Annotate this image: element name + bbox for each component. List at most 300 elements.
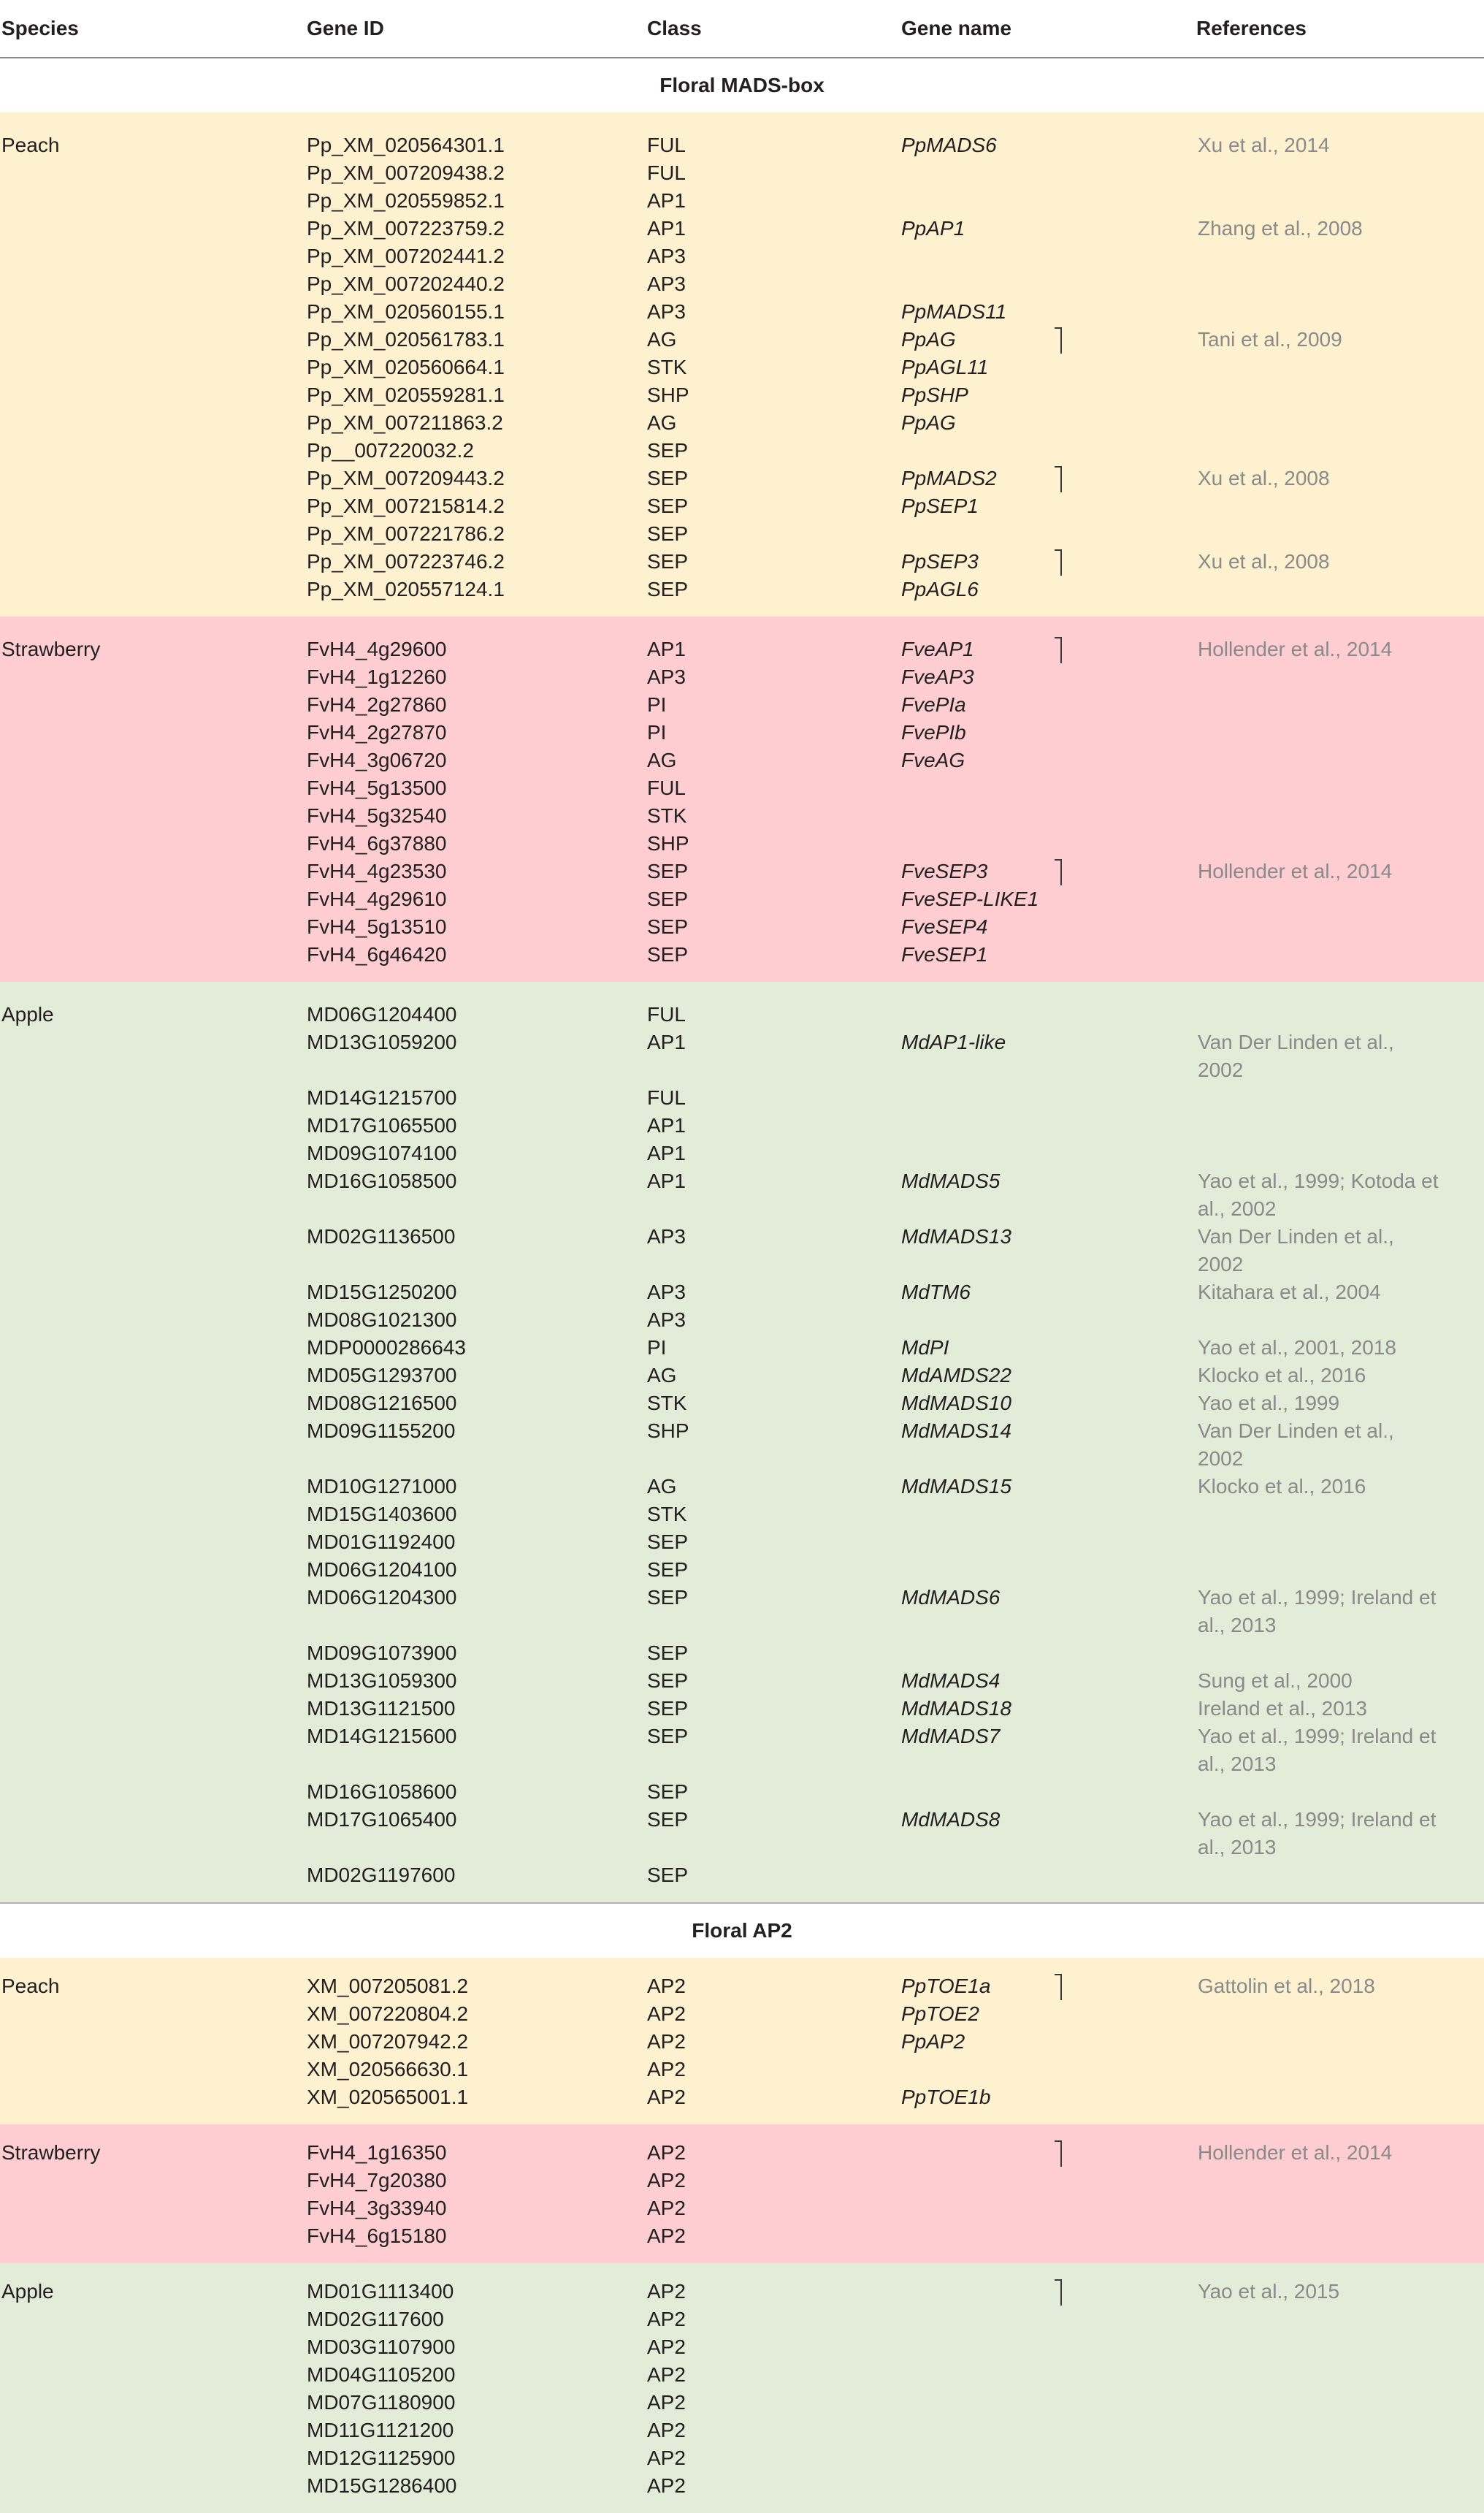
gene-id-cell: XM_007207942.2 (305, 2028, 646, 2056)
gene-name-cell: MdMADS14 (900, 1417, 1196, 1473)
reference-cell (1196, 913, 1484, 941)
class-cell: SEP (646, 1861, 900, 1903)
table-row (0, 941, 1484, 982)
species-cell (0, 663, 305, 691)
class-cell: SHP (646, 1417, 900, 1473)
species-cell (0, 802, 305, 830)
reference-cell: Sung et al., 2000 (1196, 1667, 1484, 1695)
reference-cell (1196, 2222, 1484, 2263)
species-cell (0, 1362, 305, 1389)
gene-name-cell (900, 2194, 1196, 2222)
reference-cell: Zhang et al., 2008 (1196, 215, 1484, 243)
species-cell (0, 1528, 305, 1556)
table-row (0, 1639, 1484, 1667)
class-cell: SEP (646, 913, 900, 941)
class-cell: AP1 (646, 1167, 900, 1223)
gene-name-cell (900, 2263, 1196, 2306)
species-cell (0, 520, 305, 548)
reference-cell (1196, 298, 1484, 326)
species-cell (0, 1306, 305, 1334)
gene-name-cell: MdMADS7 (900, 1723, 1196, 1778)
class-cell: SEP (646, 1639, 900, 1667)
gene-name-cell (900, 2222, 1196, 2263)
gene-name-cell (900, 437, 1196, 465)
table-row (0, 2000, 1484, 2028)
class-cell: AP2 (646, 1958, 900, 2000)
gene-name-cell: PpSHP (900, 381, 1196, 409)
gene-id-cell: XM_007205081.2 (305, 1958, 646, 2000)
table-row (0, 159, 1484, 187)
table-row (0, 2028, 1484, 2056)
species-cell (0, 1806, 305, 1861)
species-cell (0, 2028, 305, 2056)
gene-name-cell (900, 1112, 1196, 1140)
class-cell: AG (646, 1473, 900, 1500)
gene-name-cell (900, 830, 1196, 858)
class-cell: SEP (646, 1584, 900, 1639)
reference-cell (1196, 1528, 1484, 1556)
gene-name-cell: FveAP1 (900, 617, 1196, 663)
table-row (0, 1029, 1484, 1084)
gene-id-cell: MD08G1021300 (305, 1306, 646, 1334)
gene-name-cell (900, 1140, 1196, 1167)
table-row (0, 2389, 1484, 2417)
gene-name-cell (900, 2306, 1196, 2333)
species-cell (0, 354, 305, 381)
class-cell: AP1 (646, 1112, 900, 1140)
species-cell (0, 1140, 305, 1167)
gene-name-cell (900, 774, 1196, 802)
class-cell: SEP (646, 1556, 900, 1584)
table-row (0, 1167, 1484, 1223)
species-cell (0, 1861, 305, 1903)
species-cell (0, 2222, 305, 2263)
gene-id-cell: FvH4_6g46420 (305, 941, 646, 982)
table-row (0, 1778, 1484, 1806)
table-row (0, 354, 1484, 381)
class-cell: AP2 (646, 2194, 900, 2222)
species-cell (0, 2167, 305, 2194)
gene-id-cell: Pp_XM_020560664.1 (305, 354, 646, 381)
species-cell (0, 437, 305, 465)
reference-cell: Yao et al., 1999; Ireland et al., 2013 (1196, 1584, 1484, 1639)
gene-id-cell: FvH4_4g29600 (305, 617, 646, 663)
reference-cell: Kitahara et al., 2004 (1196, 1278, 1484, 1306)
species-cell (0, 2444, 305, 2472)
reference-cell (1196, 774, 1484, 802)
gene-name-cell (900, 1500, 1196, 1528)
reference-cell (1196, 663, 1484, 691)
table-row (0, 492, 1484, 520)
class-cell: AP1 (646, 1029, 900, 1084)
gene-name-cell: MdMADS8 (900, 1806, 1196, 1861)
reference-cell: Gattolin et al., 2018 (1196, 1958, 1484, 2000)
class-cell: AG (646, 1362, 900, 1389)
reference-cell (1196, 354, 1484, 381)
gene-id-cell: MD09G1073900 (305, 1639, 646, 1667)
reference-cell (1196, 2194, 1484, 2222)
gene-id-cell: MD13G1059300 (305, 1667, 646, 1695)
reference-cell (1196, 2472, 1484, 2513)
gene-id-cell: MD06G1204400 (305, 982, 646, 1029)
gene-name-cell: PpTOE2 (900, 2000, 1196, 2028)
table-row (0, 1362, 1484, 1389)
table-row (0, 2167, 1484, 2194)
class-cell: SEP (646, 1667, 900, 1695)
reference-cell: Xu et al., 2008 (1196, 465, 1484, 492)
table-row (0, 2444, 1484, 2472)
table-row (0, 1556, 1484, 1584)
gene-id-cell: MD15G1286400 (305, 2472, 646, 2513)
class-cell: AG (646, 747, 900, 774)
reference-cell: Van Der Linden et al., 2002 (1196, 1223, 1484, 1278)
reference-cell: Yao et al., 1999; Ireland et al., 2013 (1196, 1723, 1484, 1778)
species-cell (0, 774, 305, 802)
gene-name-cell: MdMADS18 (900, 1695, 1196, 1723)
gene-id-cell: MD15G1403600 (305, 1500, 646, 1528)
gene-name-cell: MdTM6 (900, 1278, 1196, 1306)
gene-id-cell: MD02G117600 (305, 2306, 646, 2333)
gene-id-cell: MD04G1105200 (305, 2361, 646, 2389)
gene-name-cell: MdMADS15 (900, 1473, 1196, 1500)
reference-cell: Ireland et al., 2013 (1196, 1695, 1484, 1723)
table-row (0, 1500, 1484, 1528)
species-cell: Peach (0, 113, 305, 159)
class-cell: AP2 (646, 2263, 900, 2306)
species-cell (0, 1389, 305, 1417)
gene-name-cell: FvePIa (900, 691, 1196, 719)
table-row (0, 2417, 1484, 2444)
reference-cell (1196, 719, 1484, 747)
reference-cell (1196, 1500, 1484, 1528)
class-cell: SEP (646, 1778, 900, 1806)
gene-name-cell (900, 270, 1196, 298)
gene-name-cell (900, 2124, 1196, 2167)
reference-cell (1196, 1639, 1484, 1667)
gene-name-cell (900, 159, 1196, 187)
class-cell: PI (646, 719, 900, 747)
class-cell: SEP (646, 1528, 900, 1556)
species-cell (0, 409, 305, 437)
gene-id-cell: FvH4_5g13500 (305, 774, 646, 802)
gene-name-cell: MdAMDS22 (900, 1362, 1196, 1389)
reference-cell (1196, 1306, 1484, 1334)
gene-name-cell: PpTOE1b (900, 2083, 1196, 2124)
reference-cell (1196, 747, 1484, 774)
class-cell: SEP (646, 1806, 900, 1861)
table-row (0, 1806, 1484, 1861)
class-cell: AP2 (646, 2167, 900, 2194)
reference-cell (1196, 409, 1484, 437)
table-row (0, 1861, 1484, 1903)
reference-cell: Yao et al., 1999; Ireland et al., 2013 (1196, 1806, 1484, 1861)
gene-name-cell: MdMADS5 (900, 1167, 1196, 1223)
gene-id-cell: FvH4_6g37880 (305, 830, 646, 858)
species-cell (0, 548, 305, 576)
gene-name-cell: FveSEP1 (900, 941, 1196, 982)
header-species: Species (0, 0, 305, 58)
gene-id-cell: MD13G1121500 (305, 1695, 646, 1723)
species-cell (0, 187, 305, 215)
table-row (0, 2124, 1484, 2167)
table-row (0, 1278, 1484, 1306)
class-cell: SEP (646, 1723, 900, 1778)
gene-id-cell: FvH4_4g29610 (305, 885, 646, 913)
table-row (0, 2306, 1484, 2333)
species-cell (0, 885, 305, 913)
reference-cell (1196, 1778, 1484, 1806)
species-cell (0, 2472, 305, 2513)
gene-name-cell: PpSEP1 (900, 492, 1196, 520)
table-row (0, 2263, 1484, 2306)
class-cell: AP3 (646, 1278, 900, 1306)
gene-name-cell (900, 520, 1196, 548)
gene-name-cell: PpAP1 (900, 215, 1196, 243)
species-cell (0, 719, 305, 747)
gene-name-cell: MdMADS6 (900, 1584, 1196, 1639)
species-cell (0, 2306, 305, 2333)
gene-id-cell: MD11G1121200 (305, 2417, 646, 2444)
section-row (0, 1903, 1484, 1958)
table-row (0, 691, 1484, 719)
gene-name-cell: FveSEP3 (900, 858, 1196, 885)
table-row (0, 802, 1484, 830)
gene-id-cell: FvH4_4g23530 (305, 858, 646, 885)
class-cell: FUL (646, 1084, 900, 1112)
reference-cell (1196, 2389, 1484, 2417)
gene-name-cell (900, 2389, 1196, 2417)
species-cell (0, 2056, 305, 2083)
species-cell (0, 2361, 305, 2389)
species-cell (0, 298, 305, 326)
reference-cell (1196, 187, 1484, 215)
class-cell: SEP (646, 1695, 900, 1723)
species-cell (0, 1639, 305, 1667)
header-gene-id: Gene ID (305, 0, 646, 58)
gene-id-cell: FvH4_1g12260 (305, 663, 646, 691)
gene-id-cell: MD06G1204100 (305, 1556, 646, 1584)
gene-name-cell: FveAG (900, 747, 1196, 774)
species-cell (0, 1556, 305, 1584)
reference-cell (1196, 2417, 1484, 2444)
species-cell (0, 2333, 305, 2361)
class-cell: SEP (646, 858, 900, 885)
species-cell (0, 465, 305, 492)
header-class: Class (646, 0, 900, 58)
class-cell: SEP (646, 492, 900, 520)
table-body (0, 58, 1484, 2513)
reference-cell (1196, 492, 1484, 520)
reference-cell (1196, 1084, 1484, 1112)
class-cell: AP1 (646, 215, 900, 243)
reference-cell (1196, 1861, 1484, 1903)
gene-name-cell: PpAP2 (900, 2028, 1196, 2056)
gene-id-cell: Pp_XM_007211863.2 (305, 409, 646, 437)
table-row (0, 437, 1484, 465)
gene-name-cell (900, 1556, 1196, 1584)
class-cell: FUL (646, 113, 900, 159)
table-row (0, 1334, 1484, 1362)
reference-cell: Hollender et al., 2014 (1196, 858, 1484, 885)
class-cell: AP1 (646, 617, 900, 663)
species-cell (0, 1029, 305, 1084)
gene-name-cell (900, 2472, 1196, 2513)
reference-cell (1196, 2028, 1484, 2056)
reference-cell: Hollender et al., 2014 (1196, 617, 1484, 663)
class-cell: AP2 (646, 2361, 900, 2389)
table-row (0, 1306, 1484, 1334)
class-cell: PI (646, 691, 900, 719)
gene-id-cell: MD17G1065500 (305, 1112, 646, 1140)
table-row (0, 409, 1484, 437)
table-row (0, 885, 1484, 913)
table-row (0, 2083, 1484, 2124)
table-row (0, 520, 1484, 548)
table-row (0, 1473, 1484, 1500)
gene-id-cell: MDP0000286643 (305, 1334, 646, 1362)
species-cell (0, 2389, 305, 2417)
class-cell: SEP (646, 520, 900, 548)
gene-name-cell (900, 187, 1196, 215)
gene-name-cell (900, 1778, 1196, 1806)
gene-id-cell: MD12G1125900 (305, 2444, 646, 2472)
table-row (0, 576, 1484, 617)
table-row (0, 326, 1484, 354)
gene-id-cell: MD17G1065400 (305, 1806, 646, 1861)
gene-name-cell: FveSEP-LIKE1 (900, 885, 1196, 913)
species-cell (0, 858, 305, 885)
reference-cell (1196, 2083, 1484, 2124)
table-row (0, 215, 1484, 243)
header-gene-name: Gene name (900, 0, 1196, 58)
species-cell (0, 270, 305, 298)
gene-id-cell: FvH4_3g33940 (305, 2194, 646, 2222)
class-cell: AP2 (646, 2222, 900, 2263)
reference-cell (1196, 982, 1484, 1029)
gene-id-cell: Pp_XM_007223746.2 (305, 548, 646, 576)
reference-cell (1196, 830, 1484, 858)
reference-cell (1196, 270, 1484, 298)
species-cell (0, 1417, 305, 1473)
table-row (0, 747, 1484, 774)
species-cell (0, 243, 305, 270)
reference-cell: Xu et al., 2008 (1196, 548, 1484, 576)
gene-id-cell: MD05G1293700 (305, 1362, 646, 1389)
class-cell: AP2 (646, 2083, 900, 2124)
reference-cell (1196, 2000, 1484, 2028)
class-cell: SEP (646, 437, 900, 465)
gene-id-cell: FvH4_3g06720 (305, 747, 646, 774)
table-row (0, 548, 1484, 576)
gene-id-cell: FvH4_7g20380 (305, 2167, 646, 2194)
gene-id-cell: MD06G1204300 (305, 1584, 646, 1639)
class-cell: AG (646, 409, 900, 437)
gene-id-cell: Pp_XM_020559281.1 (305, 381, 646, 409)
section-title: Floral MADS-box (0, 58, 1484, 113)
gene-name-cell (900, 2167, 1196, 2194)
reference-cell (1196, 576, 1484, 617)
table-row (0, 1723, 1484, 1778)
gene-name-cell (900, 2056, 1196, 2083)
class-cell: AP2 (646, 2000, 900, 2028)
gene-id-cell: MD15G1250200 (305, 1278, 646, 1306)
species-cell (0, 576, 305, 617)
reference-cell (1196, 1556, 1484, 1584)
gene-name-cell: PpAG (900, 409, 1196, 437)
gene-name-cell (900, 2417, 1196, 2444)
class-cell: SEP (646, 465, 900, 492)
table-row (0, 982, 1484, 1029)
class-cell: AP3 (646, 1223, 900, 1278)
gene-name-cell: MdMADS10 (900, 1389, 1196, 1417)
gene-id-cell: FvH4_1g16350 (305, 2124, 646, 2167)
gene-id-cell: XM_020566630.1 (305, 2056, 646, 2083)
table-row (0, 913, 1484, 941)
class-cell: FUL (646, 159, 900, 187)
class-cell: AP2 (646, 2333, 900, 2361)
gene-id-cell: MD08G1216500 (305, 1389, 646, 1417)
species-cell (0, 1500, 305, 1528)
class-cell: SHP (646, 381, 900, 409)
table-row (0, 830, 1484, 858)
table-row (0, 1112, 1484, 1140)
gene-name-cell (900, 1861, 1196, 1903)
species-cell (0, 2083, 305, 2124)
table-row (0, 617, 1484, 663)
reference-cell (1196, 885, 1484, 913)
gene-name-cell: PpMADS11 (900, 298, 1196, 326)
table-header (0, 0, 1484, 58)
gene-id-cell: Pp_XM_020564301.1 (305, 113, 646, 159)
gene-name-cell (900, 1084, 1196, 1112)
gene-id-cell: Pp_XM_007221786.2 (305, 520, 646, 548)
reference-cell: Yao et al., 2001, 2018 (1196, 1334, 1484, 1362)
species-cell (0, 1473, 305, 1500)
class-cell: SEP (646, 885, 900, 913)
class-cell: AP2 (646, 2472, 900, 2513)
reference-cell: Tani et al., 2009 (1196, 326, 1484, 354)
table-row (0, 1389, 1484, 1417)
species-cell (0, 1667, 305, 1695)
gene-id-cell: Pp_XM_007202441.2 (305, 243, 646, 270)
gene-id-cell: XM_007220804.2 (305, 2000, 646, 2028)
section-row (0, 58, 1484, 113)
class-cell: FUL (646, 774, 900, 802)
reference-cell (1196, 941, 1484, 982)
gene-name-cell: FveAP3 (900, 663, 1196, 691)
reference-cell: Yao et al., 1999; Kotoda et al., 2002 (1196, 1167, 1484, 1223)
class-cell: AP2 (646, 2306, 900, 2333)
reference-cell: Xu et al., 2014 (1196, 113, 1484, 159)
table-row (0, 1223, 1484, 1278)
class-cell: AG (646, 326, 900, 354)
gene-id-cell: MD09G1074100 (305, 1140, 646, 1167)
species-cell (0, 2417, 305, 2444)
reference-cell (1196, 2444, 1484, 2472)
gene-id-cell: MD09G1155200 (305, 1417, 646, 1473)
gene-id-cell: MD07G1180900 (305, 2389, 646, 2417)
gene-name-cell: PpMADS2 (900, 465, 1196, 492)
table-row (0, 2194, 1484, 2222)
class-cell: SEP (646, 941, 900, 982)
gene-id-cell: Pp_XM_007209443.2 (305, 465, 646, 492)
class-cell: SEP (646, 548, 900, 576)
gene-name-cell (900, 2333, 1196, 2361)
reference-cell (1196, 243, 1484, 270)
species-cell (0, 492, 305, 520)
table-row (0, 298, 1484, 326)
table-row (0, 465, 1484, 492)
